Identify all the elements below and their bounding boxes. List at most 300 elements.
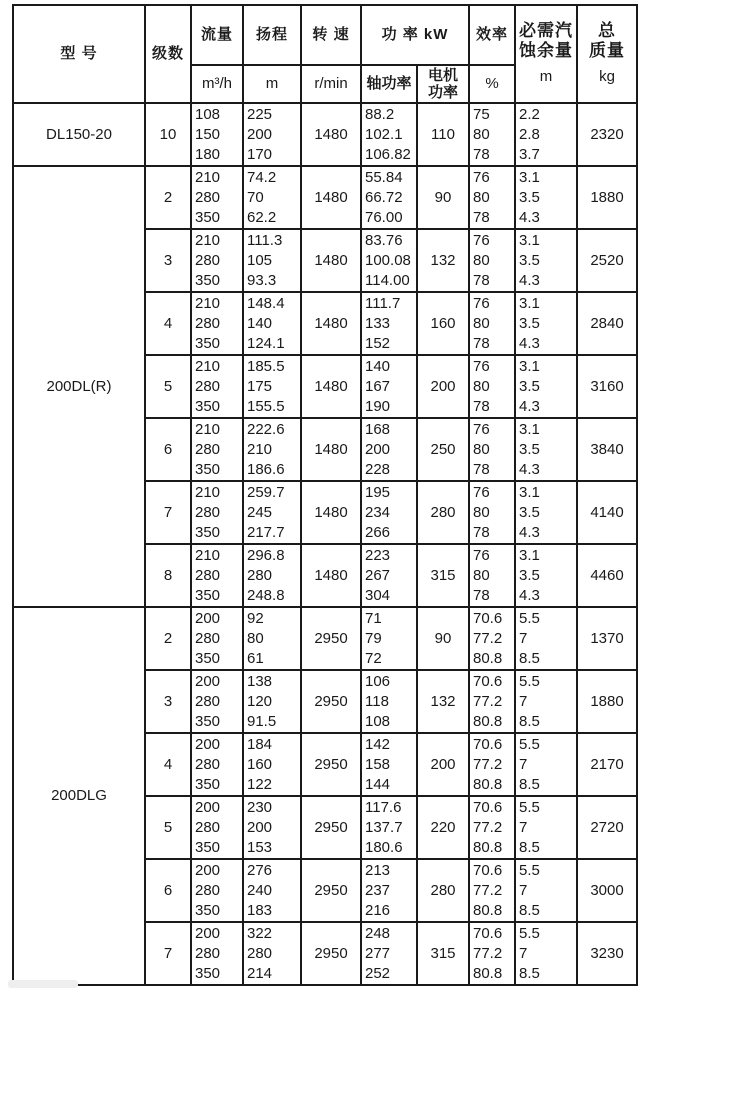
npsh-cell-value: 4.3 bbox=[519, 334, 540, 352]
efficiency-cell-value: 70.6 bbox=[473, 672, 503, 690]
head-cell-value: 175 bbox=[247, 377, 273, 395]
shaft-power-cell-value: 234 bbox=[365, 503, 391, 521]
motor-power-cell: 315 bbox=[417, 544, 469, 607]
head-cell-value: 322 bbox=[247, 924, 273, 942]
shaft-power-cell bbox=[361, 544, 417, 607]
head-cell-value: 214 bbox=[247, 964, 273, 982]
speed-cell: 1480 bbox=[301, 481, 361, 544]
npsh-cell-value: 8.5 bbox=[519, 838, 540, 856]
shaft-power-cell-value: 137.7 bbox=[365, 818, 403, 836]
shaft-power-cell-value: 144 bbox=[365, 775, 391, 793]
speed-cell: 1480 bbox=[301, 355, 361, 418]
shaft-power-cell-value: 266 bbox=[365, 523, 391, 541]
efficiency-cell-value: 80 bbox=[473, 125, 490, 143]
header-efficiency-unit: % bbox=[469, 65, 515, 103]
shaft-power-cell bbox=[361, 859, 417, 922]
npsh-cell-value: 4.3 bbox=[519, 208, 540, 226]
shaft-power-cell bbox=[361, 607, 417, 670]
flow-cell-value: 280 bbox=[195, 251, 221, 269]
npsh-cell-value: 7 bbox=[519, 755, 528, 773]
weight-cell: 4460 bbox=[577, 544, 637, 607]
efficiency-cell-value: 80 bbox=[473, 503, 490, 521]
stages-cell: 7 bbox=[145, 481, 191, 544]
flow-cell bbox=[191, 670, 243, 733]
shaft-power-cell-value: 228 bbox=[365, 460, 391, 478]
flow-cell-value: 280 bbox=[195, 566, 221, 584]
speed-cell: 2950 bbox=[301, 859, 361, 922]
shaft-power-cell-value: 72 bbox=[365, 649, 382, 667]
efficiency-cell-value: 78 bbox=[473, 523, 490, 541]
header-stages: 级数 bbox=[145, 5, 191, 103]
spec-sheet bbox=[12, 4, 636, 982]
weight-cell: 4140 bbox=[577, 481, 637, 544]
scan-smudge bbox=[8, 980, 78, 988]
flow-cell-value: 280 bbox=[195, 629, 221, 647]
efficiency-cell-value: 77.2 bbox=[473, 755, 503, 773]
head-cell bbox=[243, 859, 301, 922]
head-cell-value: 200 bbox=[247, 125, 273, 143]
npsh-cell-value: 3.5 bbox=[519, 188, 540, 206]
npsh-cell-value: 3.1 bbox=[519, 483, 540, 501]
header-npsh-line2: 蚀余量 bbox=[519, 41, 573, 60]
head-cell-value: 61 bbox=[247, 649, 264, 667]
npsh-cell-value: 5.5 bbox=[519, 798, 540, 816]
efficiency-cell-value: 78 bbox=[473, 145, 490, 163]
efficiency-cell-value: 70.6 bbox=[473, 798, 503, 816]
npsh-cell bbox=[515, 481, 577, 544]
shaft-power-cell-value: 117.6 bbox=[365, 798, 402, 816]
efficiency-cell-value: 80 bbox=[473, 314, 490, 332]
speed-cell: 1480 bbox=[301, 544, 361, 607]
efficiency-cell bbox=[469, 670, 515, 733]
efficiency-cell-value: 78 bbox=[473, 460, 490, 478]
shaft-power-cell-value: 252 bbox=[365, 964, 391, 982]
head-cell-value: 276 bbox=[247, 861, 273, 879]
flow-cell-value: 180 bbox=[195, 145, 221, 163]
npsh-cell bbox=[515, 670, 577, 733]
shaft-power-cell-value: 152 bbox=[365, 334, 391, 352]
motor-power-cell: 220 bbox=[417, 796, 469, 859]
npsh-cell-value: 3.5 bbox=[519, 566, 540, 584]
npsh-cell-value: 3.5 bbox=[519, 503, 540, 521]
head-cell bbox=[243, 733, 301, 796]
header-power: 功 率 kW bbox=[361, 5, 469, 65]
npsh-cell-value: 3.5 bbox=[519, 314, 540, 332]
shaft-power-cell-value: 180.6 bbox=[365, 838, 403, 856]
shaft-power-cell-value: 237 bbox=[365, 881, 391, 899]
table-body bbox=[13, 5, 637, 985]
head-cell-value: 122 bbox=[247, 775, 273, 793]
head-cell-value: 184 bbox=[247, 735, 273, 753]
flow-cell-value: 350 bbox=[195, 775, 221, 793]
npsh-cell-value: 8.5 bbox=[519, 649, 540, 667]
shaft-power-cell bbox=[361, 796, 417, 859]
flow-cell-value: 280 bbox=[195, 314, 221, 332]
shaft-power-cell-value: 71 bbox=[365, 609, 382, 627]
stages-cell: 4 bbox=[145, 733, 191, 796]
head-cell-value: 93.3 bbox=[247, 271, 277, 289]
shaft-power-cell-value: 142 bbox=[365, 735, 391, 753]
flow-cell bbox=[191, 481, 243, 544]
flow-cell-value: 350 bbox=[195, 208, 221, 226]
flow-cell bbox=[191, 355, 243, 418]
efficiency-cell bbox=[469, 166, 515, 229]
flow-cell bbox=[191, 418, 243, 481]
efficiency-cell-value: 70.6 bbox=[473, 609, 503, 627]
head-cell bbox=[243, 481, 301, 544]
efficiency-cell-value: 77.2 bbox=[473, 818, 503, 836]
shaft-power-cell-value: 108 bbox=[365, 712, 391, 730]
shaft-power-cell bbox=[361, 292, 417, 355]
header-shaft-power: 轴功率 bbox=[361, 65, 417, 103]
npsh-cell-value: 3.1 bbox=[519, 420, 540, 438]
motor-power-cell: 280 bbox=[417, 481, 469, 544]
npsh-cell-value: 3.5 bbox=[519, 377, 540, 395]
table-row bbox=[13, 103, 637, 166]
flow-cell-value: 350 bbox=[195, 460, 221, 478]
efficiency-cell-value: 77.2 bbox=[473, 944, 503, 962]
weight-cell: 3230 bbox=[577, 922, 637, 985]
pump-spec-table bbox=[12, 4, 638, 986]
npsh-cell-value: 7 bbox=[519, 629, 528, 647]
stages-cell: 3 bbox=[145, 229, 191, 292]
efficiency-cell-value: 80.8 bbox=[473, 901, 503, 919]
efficiency-cell-value: 80.8 bbox=[473, 838, 503, 856]
speed-cell: 1480 bbox=[301, 166, 361, 229]
efficiency-cell-value: 70.6 bbox=[473, 735, 503, 753]
flow-cell-value: 350 bbox=[195, 523, 221, 541]
shaft-power-cell-value: 66.72 bbox=[365, 188, 403, 206]
flow-cell bbox=[191, 607, 243, 670]
header-weight-unit: kg bbox=[599, 68, 615, 85]
table-row bbox=[13, 607, 637, 670]
npsh-cell-value: 8.5 bbox=[519, 964, 540, 982]
head-cell-value: 80 bbox=[247, 629, 264, 647]
weight-cell: 2320 bbox=[577, 103, 637, 166]
stages-cell: 6 bbox=[145, 418, 191, 481]
npsh-cell-value: 4.3 bbox=[519, 523, 540, 541]
efficiency-cell-value: 80 bbox=[473, 440, 490, 458]
efficiency-cell bbox=[469, 355, 515, 418]
npsh-cell bbox=[515, 796, 577, 859]
stages-cell: 10 bbox=[145, 103, 191, 166]
efficiency-cell-value: 78 bbox=[473, 271, 490, 289]
flow-cell-value: 200 bbox=[195, 861, 221, 879]
efficiency-cell bbox=[469, 796, 515, 859]
npsh-cell-value: 4.3 bbox=[519, 271, 540, 289]
head-cell-value: 259.7 bbox=[247, 483, 285, 501]
flow-cell-value: 350 bbox=[195, 586, 221, 604]
npsh-cell bbox=[515, 292, 577, 355]
flow-cell-value: 200 bbox=[195, 924, 221, 942]
motor-power-cell: 280 bbox=[417, 859, 469, 922]
flow-cell-value: 280 bbox=[195, 755, 221, 773]
flow-cell-value: 210 bbox=[195, 294, 221, 312]
flow-cell-value: 350 bbox=[195, 334, 221, 352]
shaft-power-cell-value: 167 bbox=[365, 377, 391, 395]
npsh-cell bbox=[515, 166, 577, 229]
header-speed-unit: r/min bbox=[301, 65, 361, 103]
flow-cell bbox=[191, 103, 243, 166]
efficiency-cell bbox=[469, 292, 515, 355]
efficiency-cell-value: 80.8 bbox=[473, 649, 503, 667]
npsh-cell-value: 7 bbox=[519, 944, 528, 962]
model-cell: DL150-20 bbox=[13, 103, 145, 166]
npsh-cell-value: 2.8 bbox=[519, 125, 540, 143]
header-npsh bbox=[515, 5, 577, 103]
flow-cell-value: 350 bbox=[195, 271, 221, 289]
shaft-power-cell bbox=[361, 670, 417, 733]
weight-cell: 2720 bbox=[577, 796, 637, 859]
shaft-power-cell-value: 106.82 bbox=[365, 145, 411, 163]
efficiency-cell-value: 77.2 bbox=[473, 692, 503, 710]
efficiency-cell-value: 80.8 bbox=[473, 964, 503, 982]
shaft-power-cell bbox=[361, 922, 417, 985]
shaft-power-cell-value: 100.08 bbox=[365, 251, 411, 269]
speed-cell: 2950 bbox=[301, 733, 361, 796]
stages-cell: 3 bbox=[145, 670, 191, 733]
shaft-power-cell-value: 223 bbox=[365, 546, 391, 564]
motor-power-cell: 160 bbox=[417, 292, 469, 355]
head-cell bbox=[243, 670, 301, 733]
head-cell-value: 105 bbox=[247, 251, 273, 269]
weight-cell: 1370 bbox=[577, 607, 637, 670]
flow-cell-value: 200 bbox=[195, 609, 221, 627]
shaft-power-cell-value: 190 bbox=[365, 397, 391, 415]
weight-cell: 3000 bbox=[577, 859, 637, 922]
speed-cell: 1480 bbox=[301, 292, 361, 355]
flow-cell-value: 210 bbox=[195, 546, 221, 564]
shaft-power-cell-value: 195 bbox=[365, 483, 391, 501]
motor-power-cell: 90 bbox=[417, 607, 469, 670]
head-cell-value: 138 bbox=[247, 672, 273, 690]
head-cell-value: 140 bbox=[247, 314, 273, 332]
npsh-cell-value: 5.5 bbox=[519, 735, 540, 753]
npsh-cell-value: 3.1 bbox=[519, 294, 540, 312]
efficiency-cell-value: 80.8 bbox=[473, 775, 503, 793]
efficiency-cell-value: 76 bbox=[473, 294, 490, 312]
header-flow-unit: m³/h bbox=[191, 65, 243, 103]
head-cell-value: 92 bbox=[247, 609, 264, 627]
header-motor-power-line2: 功率 bbox=[427, 84, 458, 101]
header-npsh-line1: 必需汽 bbox=[519, 21, 573, 40]
shaft-power-cell bbox=[361, 418, 417, 481]
shaft-power-cell-value: 79 bbox=[365, 629, 382, 647]
npsh-cell-value: 5.5 bbox=[519, 609, 540, 627]
head-cell-value: 74.2 bbox=[247, 168, 277, 186]
efficiency-cell-value: 78 bbox=[473, 586, 490, 604]
npsh-cell-value: 3.1 bbox=[519, 231, 540, 249]
stages-cell: 8 bbox=[145, 544, 191, 607]
shaft-power-cell bbox=[361, 481, 417, 544]
speed-cell: 1480 bbox=[301, 418, 361, 481]
efficiency-cell bbox=[469, 922, 515, 985]
efficiency-cell bbox=[469, 859, 515, 922]
weight-cell: 3160 bbox=[577, 355, 637, 418]
header-motor-power-line1: 电机 bbox=[427, 67, 458, 84]
stages-cell: 4 bbox=[145, 292, 191, 355]
efficiency-cell bbox=[469, 733, 515, 796]
head-cell bbox=[243, 796, 301, 859]
weight-cell: 1880 bbox=[577, 670, 637, 733]
head-cell-value: 240 bbox=[247, 881, 273, 899]
head-cell bbox=[243, 229, 301, 292]
shaft-power-cell bbox=[361, 355, 417, 418]
npsh-cell-value: 3.7 bbox=[519, 145, 540, 163]
stages-cell: 7 bbox=[145, 922, 191, 985]
header-motor-power bbox=[417, 65, 469, 103]
flow-cell-value: 350 bbox=[195, 838, 221, 856]
head-cell-value: 62.2 bbox=[247, 208, 277, 226]
flow-cell-value: 280 bbox=[195, 881, 221, 899]
motor-power-cell: 200 bbox=[417, 733, 469, 796]
shaft-power-cell bbox=[361, 103, 417, 166]
efficiency-cell-value: 77.2 bbox=[473, 629, 503, 647]
shaft-power-cell-value: 213 bbox=[365, 861, 391, 879]
head-cell-value: 124.1 bbox=[247, 334, 285, 352]
head-cell bbox=[243, 103, 301, 166]
shaft-power-cell-value: 248 bbox=[365, 924, 391, 942]
head-cell bbox=[243, 607, 301, 670]
head-cell bbox=[243, 418, 301, 481]
flow-cell bbox=[191, 229, 243, 292]
efficiency-cell-value: 78 bbox=[473, 397, 490, 415]
npsh-cell-value: 8.5 bbox=[519, 712, 540, 730]
header-model: 型 号 bbox=[13, 5, 145, 103]
head-cell-value: 153 bbox=[247, 838, 273, 856]
shaft-power-cell-value: 168 bbox=[365, 420, 391, 438]
flow-cell-value: 280 bbox=[195, 440, 221, 458]
speed-cell: 1480 bbox=[301, 103, 361, 166]
head-cell-value: 70 bbox=[247, 188, 264, 206]
stages-cell: 5 bbox=[145, 355, 191, 418]
flow-cell-value: 280 bbox=[195, 503, 221, 521]
npsh-cell-value: 8.5 bbox=[519, 901, 540, 919]
efficiency-cell-value: 76 bbox=[473, 483, 490, 501]
head-cell bbox=[243, 166, 301, 229]
shaft-power-cell-value: 200 bbox=[365, 440, 391, 458]
shaft-power-cell-value: 133 bbox=[365, 314, 391, 332]
efficiency-cell-value: 76 bbox=[473, 168, 490, 186]
efficiency-cell-value: 76 bbox=[473, 231, 490, 249]
speed-cell: 2950 bbox=[301, 670, 361, 733]
header-flow: 流量 bbox=[191, 5, 243, 65]
flow-cell bbox=[191, 859, 243, 922]
shaft-power-cell-value: 111.7 bbox=[365, 294, 401, 312]
head-cell bbox=[243, 355, 301, 418]
weight-cell: 3840 bbox=[577, 418, 637, 481]
motor-power-cell: 250 bbox=[417, 418, 469, 481]
header-row-top bbox=[13, 5, 637, 65]
head-cell bbox=[243, 292, 301, 355]
npsh-cell-value: 3.5 bbox=[519, 251, 540, 269]
efficiency-cell-value: 76 bbox=[473, 357, 490, 375]
npsh-cell-value: 5.5 bbox=[519, 672, 540, 690]
shaft-power-cell-value: 267 bbox=[365, 566, 391, 584]
flow-cell-value: 200 bbox=[195, 672, 221, 690]
header-head: 扬程 bbox=[243, 5, 301, 65]
efficiency-cell bbox=[469, 481, 515, 544]
flow-cell-value: 280 bbox=[195, 188, 221, 206]
flow-cell bbox=[191, 922, 243, 985]
header-weight-line1: 总 bbox=[598, 21, 616, 40]
efficiency-cell-value: 70.6 bbox=[473, 861, 503, 879]
flow-cell-value: 108 bbox=[195, 105, 221, 123]
flow-cell-value: 280 bbox=[195, 818, 221, 836]
shaft-power-cell-value: 106 bbox=[365, 672, 391, 690]
npsh-cell bbox=[515, 544, 577, 607]
npsh-cell-value: 7 bbox=[519, 692, 528, 710]
flow-cell bbox=[191, 733, 243, 796]
efficiency-cell-value: 76 bbox=[473, 420, 490, 438]
npsh-cell bbox=[515, 103, 577, 166]
efficiency-cell-value: 78 bbox=[473, 334, 490, 352]
npsh-cell-value: 7 bbox=[519, 881, 528, 899]
head-cell-value: 185.5 bbox=[247, 357, 285, 375]
head-cell bbox=[243, 544, 301, 607]
stages-cell: 5 bbox=[145, 796, 191, 859]
npsh-cell-value: 4.3 bbox=[519, 586, 540, 604]
head-cell-value: 111.3 bbox=[247, 231, 283, 249]
efficiency-cell bbox=[469, 544, 515, 607]
efficiency-cell-value: 80 bbox=[473, 377, 490, 395]
npsh-cell-value: 3.1 bbox=[519, 546, 540, 564]
shaft-power-cell-value: 55.84 bbox=[365, 168, 403, 186]
head-cell-value: 186.6 bbox=[247, 460, 285, 478]
speed-cell: 1480 bbox=[301, 229, 361, 292]
shaft-power-cell-value: 114.00 bbox=[365, 271, 410, 289]
efficiency-cell-value: 77.2 bbox=[473, 881, 503, 899]
flow-cell-value: 210 bbox=[195, 168, 221, 186]
head-cell-value: 200 bbox=[247, 818, 273, 836]
motor-power-cell: 110 bbox=[417, 103, 469, 166]
head-cell-value: 225 bbox=[247, 105, 273, 123]
shaft-power-cell-value: 140 bbox=[365, 357, 391, 375]
head-cell-value: 148.4 bbox=[247, 294, 285, 312]
flow-cell-value: 210 bbox=[195, 231, 221, 249]
efficiency-cell bbox=[469, 418, 515, 481]
npsh-cell-value: 3.5 bbox=[519, 440, 540, 458]
flow-cell-value: 280 bbox=[195, 692, 221, 710]
efficiency-cell-value: 70.6 bbox=[473, 924, 503, 942]
npsh-cell-value: 5.5 bbox=[519, 924, 540, 942]
speed-cell: 2950 bbox=[301, 922, 361, 985]
npsh-cell bbox=[515, 922, 577, 985]
stages-cell: 6 bbox=[145, 859, 191, 922]
flow-cell-value: 280 bbox=[195, 944, 221, 962]
npsh-cell bbox=[515, 418, 577, 481]
shaft-power-cell-value: 76.00 bbox=[365, 208, 403, 226]
head-cell-value: 280 bbox=[247, 944, 273, 962]
stages-cell: 2 bbox=[145, 166, 191, 229]
header-head-unit: m bbox=[243, 65, 301, 103]
efficiency-cell-value: 78 bbox=[473, 208, 490, 226]
shaft-power-cell-value: 277 bbox=[365, 944, 391, 962]
shaft-power-cell-value: 88.2 bbox=[365, 105, 395, 123]
npsh-cell bbox=[515, 859, 577, 922]
flow-cell bbox=[191, 796, 243, 859]
header-npsh-unit: m bbox=[539, 68, 553, 85]
efficiency-cell bbox=[469, 103, 515, 166]
head-cell-value: 210 bbox=[247, 440, 273, 458]
shaft-power-cell-value: 216 bbox=[365, 901, 391, 919]
weight-cell: 2170 bbox=[577, 733, 637, 796]
flow-cell-value: 150 bbox=[195, 125, 221, 143]
table-row bbox=[13, 166, 637, 229]
efficiency-cell-value: 80 bbox=[473, 188, 490, 206]
head-cell-value: 280 bbox=[247, 566, 273, 584]
npsh-cell-value: 3.1 bbox=[519, 357, 540, 375]
